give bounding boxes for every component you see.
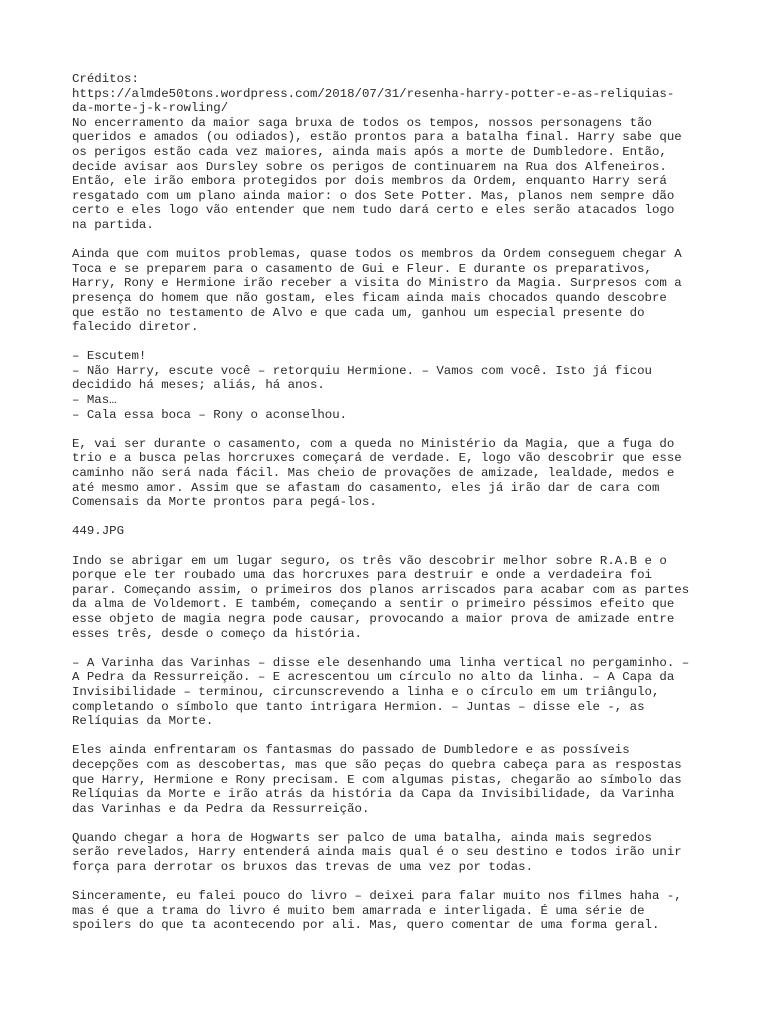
text-line: da-morte-j-k-rowling/: [72, 101, 229, 116]
text-line: decepções com as descobertas, mas que são peças do quebra cabeça para as respostas: [72, 757, 682, 772]
text-line: trio e a busca pelas horcruxes começará de verdade. E, logo vão descobrir que esse: [72, 451, 682, 466]
text-line: os perigos estão cada vez maiores, ainda mais após a morte de Dumbledore. Então,: [72, 144, 667, 159]
paragraph: [72, 524, 702, 539]
text-line: https://almde50tons.wordpress.com/2018/07/31/resenha-harry-potter-e-as-reliquias-: [72, 86, 675, 101]
text-line: porque ele ter roubado uma das horcruxes para destruir e onde a verdadeira foi: [72, 568, 652, 583]
text-line: Então, ele irão embora protegidos por dois membros da Ordem, enquanto Harry será: [72, 174, 667, 189]
text-line: falecido diretor.: [72, 320, 199, 335]
text-line: – Mas…: [72, 393, 117, 408]
text-line: – Não Harry, escute você – retorquiu Hermione. – Vamos com você. Isto já ficou: [72, 363, 652, 378]
paragraph: [72, 554, 702, 642]
text-line: spoilers do que ta acontecendo por ali. Mas, quero comentar de uma forma geral.: [72, 918, 660, 933]
text-line: presença do homem que não gostam, eles ficam ainda mais chocados quando descobre: [72, 290, 667, 305]
text-line: que estão no testamento de Alvo e que cada um, ganhou um especial presente do: [72, 305, 645, 320]
text-line: Harry, Rony e Hermione irão receber a visita do Ministro da Magia. Surpresos com a: [72, 276, 682, 291]
text-line: Relíquias da Morte.: [72, 714, 214, 729]
text-line: No encerramento da maior saga bruxa de todos os tempos, nossos personagens tão: [72, 115, 652, 130]
paragraph: [72, 247, 702, 335]
text-line: resgatado com um plano ainda maior: o dos Sete Potter. Mas, planos nem sempre dão: [72, 188, 675, 203]
text-line: decidido há meses; aliás, há anos.: [72, 378, 325, 393]
text-line: Toca e se preparem para o casamento de Gui e Fleur. E durante os preparativos,: [72, 261, 652, 276]
paragraph: [72, 831, 702, 875]
text-line: decide avisar aos Dursley sobre os perigos de continuarem na Rua dos Alfeneiros.: [72, 159, 667, 174]
text-line: E, vai ser durante o casamento, com a queda no Ministério da Magia, que a fuga do: [72, 436, 675, 451]
paragraph: [72, 72, 702, 233]
text-line: Indo se abrigar em um lugar seguro, os três vão descobrir melhor sobre R.A.B e o: [72, 553, 667, 568]
paragraph: [72, 349, 702, 422]
text-line: que Harry, Hermione e Rony precisam. E com algumas pistas, chegarão ao símbolo das: [72, 772, 682, 787]
paragraph: [72, 889, 702, 933]
text-line: força para derrotar os bruxos das trevas de uma vez por todas.: [72, 860, 534, 875]
paragraph: [72, 656, 702, 729]
text-line: esses três, desde o começo da história.: [72, 626, 362, 641]
text-line: 449.JPG: [72, 524, 125, 539]
text-line: da alma de Voldemort. E também, começando a sentir o primeiro péssimos efeito que: [72, 597, 675, 612]
document-page: [72, 72, 702, 948]
text-line: – A Varinha das Varinhas – disse ele desenhando uma linha vertical no pergaminho. –: [72, 655, 690, 670]
text-line: até mesmo amor. Assim que se afastam do casamento, eles já irão dar de cara com: [72, 480, 660, 495]
paragraph: [72, 743, 702, 816]
text-line: na partida.: [72, 217, 154, 232]
text-line: – Escutem!: [72, 349, 147, 364]
text-line: queridos e amados (ou odiados), estão prontos para a batalha final. Harry sabe que: [72, 130, 682, 145]
text-line: Relíquias da Morte e irão atrás da história da Capa da Invisibilidade, da Varinha: [72, 787, 675, 802]
text-line: Ainda que com muitos problemas, quase todos os membros da Ordem conseguem chegar A: [72, 247, 682, 262]
text-line: Sinceramente, eu falei pouco do livro – deixei para falar muito nos filmes haha -,: [72, 889, 682, 904]
text-line: Invisibilidade – terminou, circunscrevendo a linha e o círculo em um triângulo,: [72, 684, 660, 699]
text-line: Eles ainda enfrentaram os fantasmas do passado de Dumbledore e as possíveis: [72, 743, 630, 758]
text-line: Quando chegar a hora de Hogwarts ser palco de uma batalha, ainda mais segredos: [72, 830, 652, 845]
text-line: completando o símbolo que tanto intrigara Hermion. – Juntas – disse ele -, as: [72, 699, 645, 714]
text-line: parar. Começando assim, o primeiros dos planos arriscados para acabar com as partes: [72, 582, 690, 597]
text-line: Comensais da Morte prontos para pegá-los.: [72, 495, 377, 510]
paragraph: [72, 437, 702, 510]
text-line: mas é que a trama do livro é muito bem amarrada e interligada. É uma série de: [72, 903, 645, 918]
text-line: Créditos:: [72, 72, 139, 86]
text-line: das Varinhas e da Pedra da Ressurreição.: [72, 801, 370, 816]
text-line: esse objeto de magia negra pode causar, provocando a maior prova de amizade entre: [72, 611, 675, 626]
text-line: A Pedra da Ressurreição. – E acrescentou um círculo no alto da linha. – A Capa da: [72, 670, 675, 685]
text-line: serão revelados, Harry entenderá ainda mais qual é o seu destino e todos irão unir: [72, 845, 682, 860]
text-line: – Cala essa boca – Rony o aconselhou.: [72, 407, 348, 422]
text-line: caminho não será nada fácil. Mas cheio de provações de amizade, lealdade, medos e: [72, 466, 675, 481]
text-line: certo e eles logo vão entender que nem tudo dará certo e eles serão atacados logo: [72, 203, 675, 218]
